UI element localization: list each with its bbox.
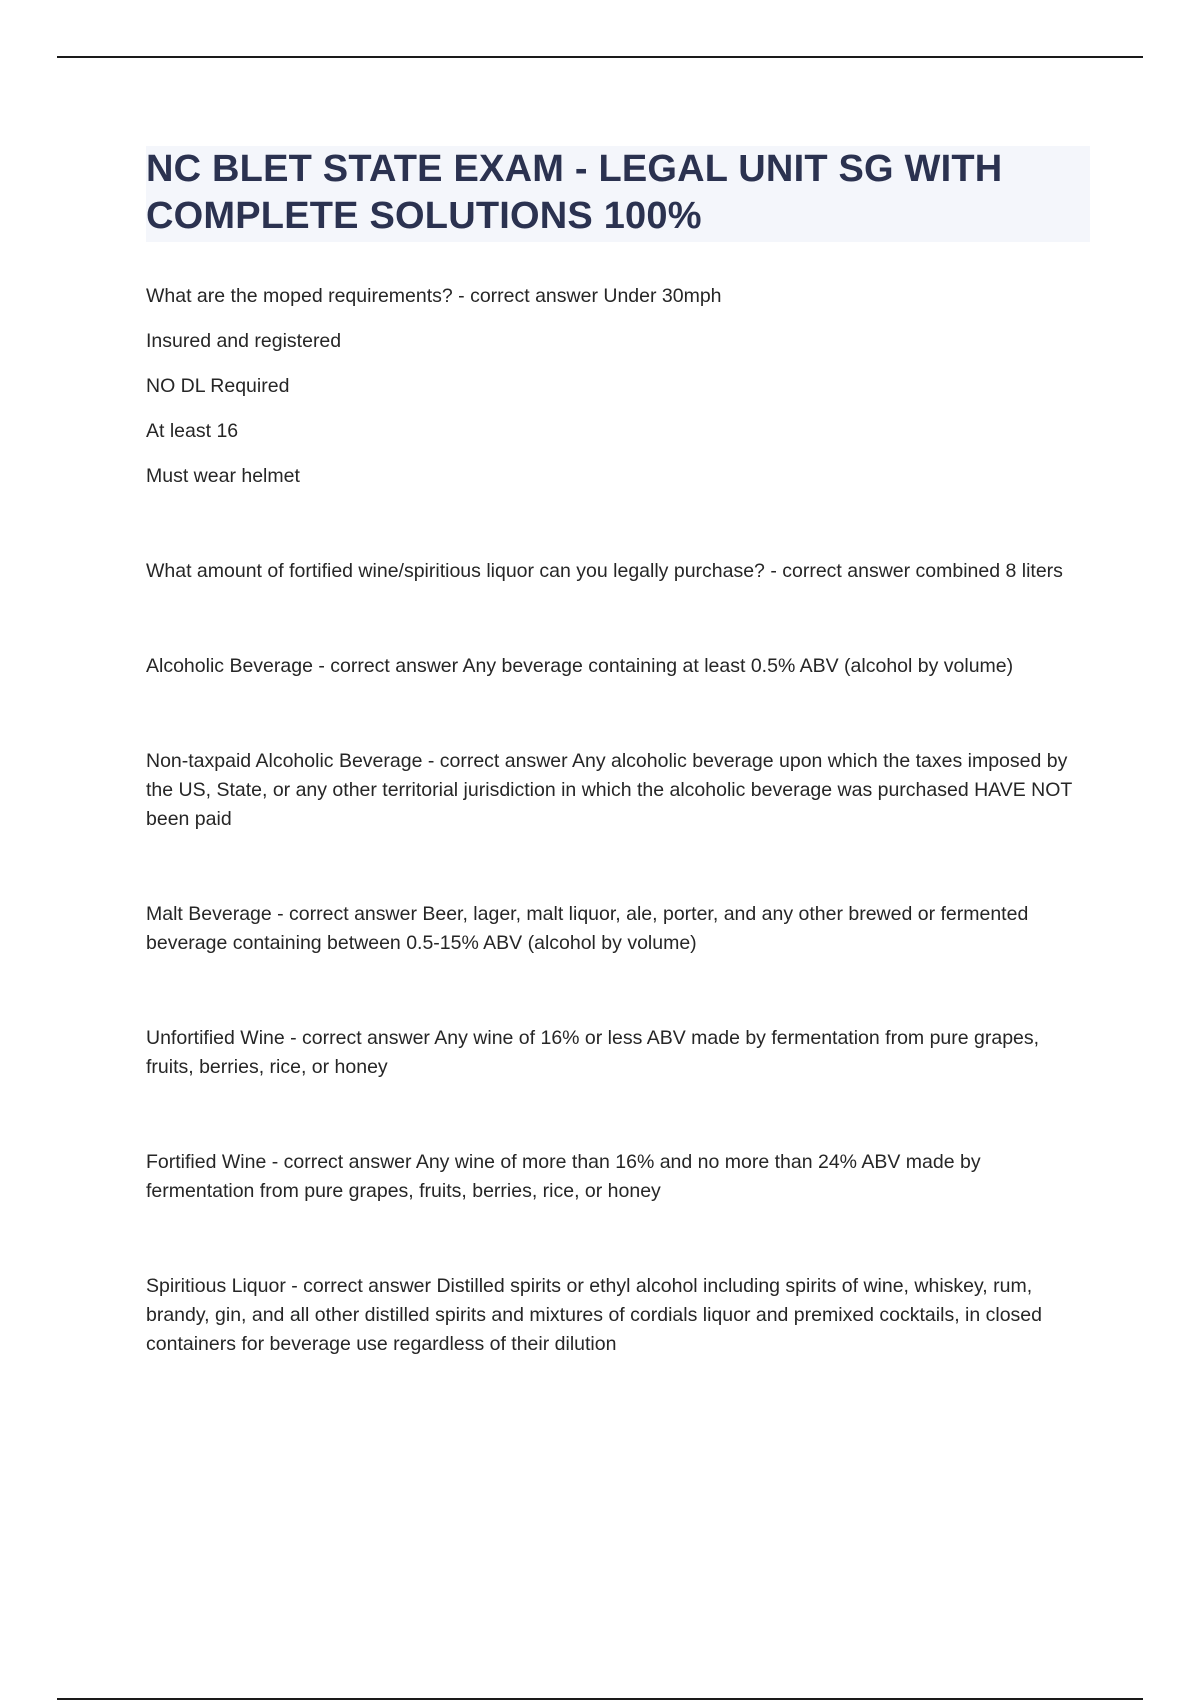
qa-extra-line: Must wear helmet	[146, 465, 300, 487]
qa-text: Unfortified Wine - correct answer Any wine of 16% or less ABV made by fermentation from pure grapes, fruits, berries, rice, or honey	[146, 1027, 1040, 1078]
qa-text: Fortified Wine - correct answer Any wine of more than 16% and no more than 24% ABV made by fermentation from pure grapes, fruits, berries, rice, or honey	[146, 1151, 981, 1202]
qa-extra-line: Insured and registered	[146, 330, 342, 352]
qa-text: Malt Beverage - correct answer Beer, lager, malt liquor, ale, porter, and any other brewed or fermented beverage containing between 0.5-15% ABV (alcohol by volume)	[146, 903, 1029, 954]
document-body	[146, 146, 1090, 1425]
top-rule	[57, 56, 1143, 58]
qa-text: What amount of fortified wine/spiritious liquor can you legally purchase? - correct answer combined 8 liters	[146, 560, 1063, 582]
qa-text: What are the moped requirements? - correct answer Under 30mph	[146, 285, 722, 307]
qa-text: Alcoholic Beverage - correct answer Any beverage containing at least 0.5% ABV (alcohol by volume)	[146, 655, 1014, 677]
qa-entry-non-taxpaid	[146, 747, 1090, 834]
qa-extra-line: NO DL Required	[146, 375, 290, 397]
qa-entry-malt-beverage	[146, 900, 1090, 958]
qa-extra-line: At least 16	[146, 420, 239, 442]
qa-entry-unfortified-wine	[146, 1024, 1090, 1082]
title-banner	[146, 146, 1090, 242]
document-title: NC BLET STATE EXAM - LEGAL UNIT SG WITH COMPLETE SOLUTIONS 100%	[146, 148, 1003, 237]
qa-entry-alcoholic-beverage	[146, 652, 1090, 681]
qa-text: Spiritious Liquor - correct answer Distilled spirits or ethyl alcohol including spirits of wine, whiskey, rum, brandy, gin, and all other distilled spirits and mixtures of cordials liquor and premixed cocktails, in closed containers for beverage use regardless of their dilution	[146, 1275, 1042, 1355]
qa-entry-fortified-purchase	[146, 557, 1090, 586]
qa-text: Non-taxpaid Alcoholic Beverage - correct answer Any alcoholic beverage upon which the taxes imposed by the US, State, or any other territorial jurisdiction in which the alcoholic beverage was purchased HAVE NOT been paid	[146, 750, 1072, 830]
qa-entry-moped	[146, 282, 1090, 491]
qa-entry-spiritious-liquor	[146, 1272, 1090, 1359]
qa-entry-fortified-wine	[146, 1148, 1090, 1206]
